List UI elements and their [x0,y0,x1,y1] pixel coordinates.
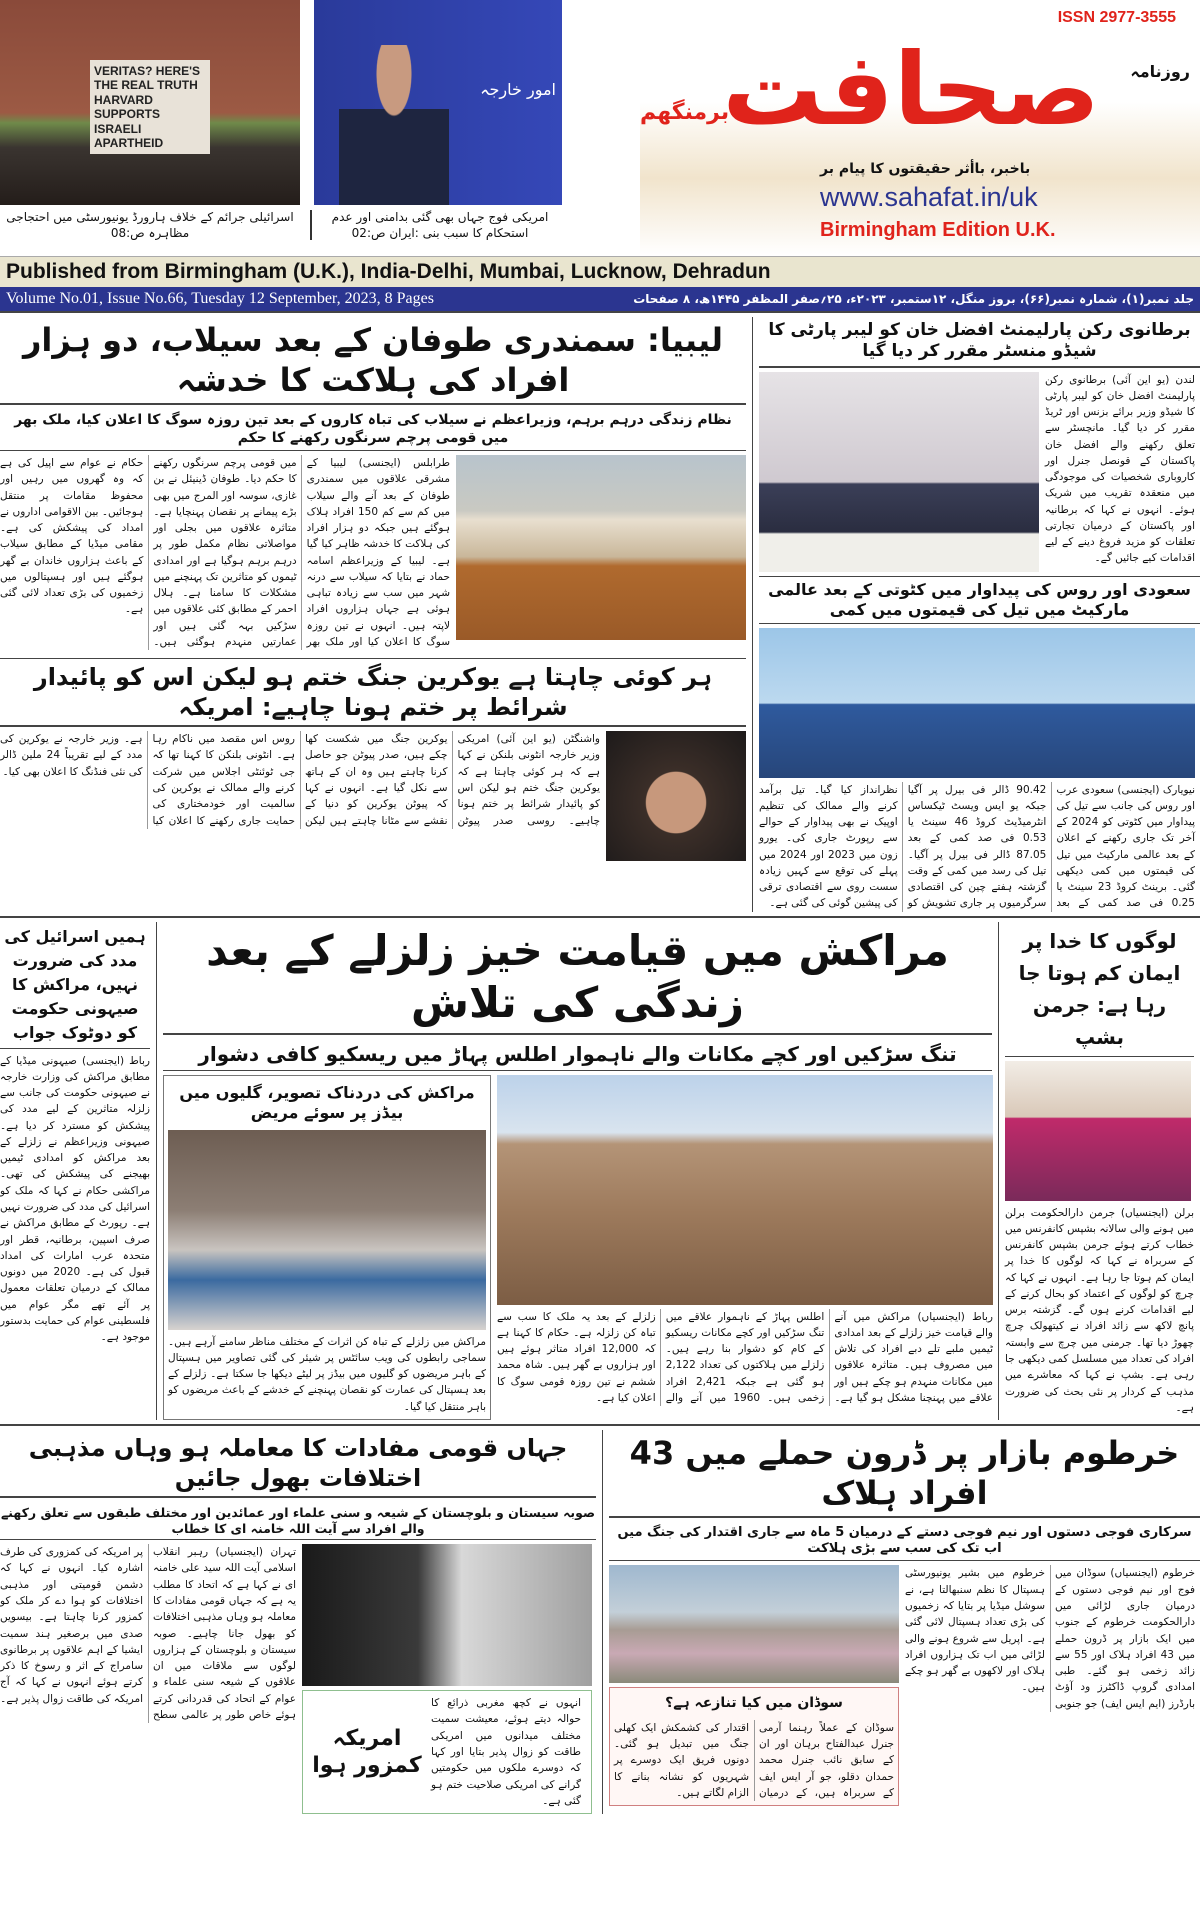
khartoum-city-photo [609,1565,899,1683]
morocco-headline: مراکش میں قیامت خیز زلزلے کے بعد زندگی کی تلاش [163,922,992,1035]
morocco-section [0,916,1200,1424]
khartoum-story [609,1565,1200,1806]
bottom-section [0,1424,1200,1818]
afzal-khan-headline: برطانوی رکن پارلیمنٹ افضل خان کو لیبر پارٹی کا شیڈو منسٹر مقرر کر دیا گیا [759,317,1200,368]
libya-subhead: نظام زندگی درہم برہم، وزیراعظم نے سیلاب کی تباہ کاروں کے بعد تین روزہ سوگ کا اعلان کیا، ملک بھر میں قومی پرچم سرنگوں رکھنے کا حکم [0,409,746,451]
published-bar [0,256,1200,287]
hospital-beds-photo [168,1130,486,1330]
morocco-subhead: تنگ سڑکیں اور کچے مکانات والے ناہموار اطلس پہاڑ میں ریسکیو کافی دشوار [163,1039,992,1071]
ukraine-headline: ہر کوئی چاہتا ہے یوکرین جنگ ختم ہو لیکن اس کو پائیدار شرائط پر ختم ہونا چاہیے: امریکہ [0,658,746,727]
iran-spokesman-photo [314,0,562,205]
bishop-column [998,922,1194,1420]
khamenei-body: تہران (ایجنسیاں) رہبر انقلاب اسلامی آیت اللہ سید علی خامنہ ای نے کہا ہے کہ اتحاد کا مطلب یہ ہے کہ جہاں قومی مفادات کا معاملہ ہو وہاں مذہبی اختلافات کو بھول جانا چاہیے۔ صوبہ سیستان و بلوچستان کے ہزاروں لوگوں سے ملاقات میں ان علاقوں کے شیعہ سنی علماء و عوام کے اتحاد کی قدردانی کرتے ہوئے خاص طور پر عالمی سطح پر امریکہ کی کمزوری کی طرف اشارہ کیا۔ انہوں نے کہا کہ دشمن قومیتی اور مذہبی اختلافات کو ہوا دے کر ملک کو کمزور کرنا چاہتا ہے۔ بیسویں صدی میں برصغیر ہند سمیت ایشیا کے اہم علاقوں پر برطانوی سامراج کے اثر و رسوخ کا ذکر کرتے ہوئے انہوں نے کہا کہ آج امریکہ کی طاقت زوال پذیر ہے۔ [0,1546,296,1721]
photo-caption-iran: امریکی فوج جہاں بھی گئی بدامنی اور عدم استحکام کا سبب بنی :ایران ص:02 [331,210,549,240]
photo-caption-harvard: اسرائیلی جرائم کے خلاف ہارورڈ یونیورسٹی میں احتجاجی مظاہرہ ص:08 [6,210,294,240]
morocco-hospital-box [163,1075,491,1420]
newspaper-logo: صحافت [722,31,1100,148]
volume-english: Volume No.01, Issue No.66, Tuesday 12 September, 2023, 8 Pages [6,290,434,307]
morocco-column [156,922,992,1420]
khamenei-story [0,1544,596,1814]
published-text: Published from Birmingham (U.K.), India-Delhi, Mumbai, Lucknow, Dehradun [6,260,771,283]
america-weak-body: انہوں نے کچھ مغربی ذرائع کا حوالہ دیتے ہوئے، معیشت سمیت مختلف میدانوں میں امریکی طاقت کو زوال پذیر بتایا اور کہا کہ دوسرے ملکوں میں حکومتیں گرانے کی امریکی صلاحیت ختم ہو گئی ہے۔ [431,1697,581,1807]
khamenei-media [302,1544,592,1814]
libya-body: طرابلس (ایجنسی) لیبیا کے مشرقی علاقوں میں سمندری طوفان کے بعد آنے والے سیلاب میں کم سے کم 150 افراد ہلاک ہوگئے ہیں جبکہ دو ہزار افراد کی ہلاکت کا خدشہ ظاہر کیا گیا ہے۔ لیبیا کے وزیراعظم اسامہ حماد نے بتایا کہ سیلاب سے درنہ شہر میں سب سے زیادہ تباہی ہوئی ہے جہاں ہزاروں افراد لاپتہ ہیں۔ انہوں نے تین روزہ سوگ کا اعلان کیا اور ملک بھر میں قومی پرچم سرنگوں رکھنے کا حکم دیا۔ طوفان ڈینیئل نے بن غازی، سوسہ اور المرج میں بھی بڑے پیمانے پر نقصان پہنچایا ہے۔ متاثرہ علاقوں میں بجلی اور مواصلاتی نظام مکمل طور پر درہم برہم ہوگیا ہے اور امدادی ٹیموں کو متاثرین تک پہنچنے میں مشکلات کا سامنا ہے۔ ہلال احمر کے مطابق کئی علاقوں میں سڑکیں بہہ گئی ہیں اور عمارتیں منہدم ہوگئی ہیں۔ حکام نے عوام سے اپیل کی ہے کہ وہ گھروں میں رہیں اور محفوظ مقامات پر منتقل ہوجائیں۔ بین الاقوامی اداروں نے امداد کی پیشکش کی ہے۔ مقامی میڈیا کے مطابق سیلاب کے باعث ہزاروں خاندان بے گھر ہوگئے ہیں اور ہسپتالوں میں زخمیوں کی بڑی تعداد لائی گئی ہے۔ [0,457,450,648]
volume-bar [0,287,1200,311]
ukraine-story [0,731,746,861]
caption-divider [310,210,312,240]
afzal-khan-photo [759,372,1039,572]
israel-side-body: رباط (ایجنسی) صیہونی میڈیا کے مطابق مراکش کی وزارت خارجہ نے صیہونی حکومت کی جانب سے زلزلہ متاثرین کے لیے مدد کی پیشکش کو مسترد کر دیا ہے۔ صیہونی وزیراعظم نے زلزلے کے بعد مراکش کو امدادی ٹیمیں بھیجنے کی پیشکش کی تھی۔ مراکشی حکام نے کہا کہ ملک کو اسرائیل کی مدد کی ضرورت نہیں ہے۔ رپورٹ کے مطابق مراکش نے صرف اسپین، برطانیہ، قطر اور متحدہ عرب امارات کی امداد قبول کی ہے۔ 2020 میں دونوں ممالک کے درمیان تعلقات معمول پر آئے تھے مگر عوام میں فلسطینی عوام کی حمایت بدستور موجود ہے۔ [0,1054,150,1344]
city-label: برمنگھم [640,100,730,125]
oil-headline: سعودی اور روس کی پیداوار میں کٹوتی کے بعد عالمی مارکیٹ میں تیل کی قیمتوں میں کمی [759,576,1200,624]
oil-workers-photo [759,628,1195,778]
afzal-khan-story [759,372,1200,572]
ukraine-body: واشنگٹن (یو این آئی) امریکی وزیر خارجہ انٹونی بلنکن نے کہا ہے کہ ہر کوئی چاہتا ہے کہ یوکرین جنگ ختم ہو لیکن اس کو پائیدار شرائط پر ختم ہونا چاہیے۔ روسی صدر پیوٹن یوکرین جنگ میں شکست کھا چکے ہیں، صدر پیوٹن جو حاصل کرنا چاہتے ہیں وہ ان کے ہاتھ سے نکل گیا ہے۔ انہوں نے کہا کہ پیوٹن یوکرین کو دنیا کے نقشے سے مٹانا چاہتے ہیں لیکن روس اس مقصد میں ناکام رہا ہے۔ انٹونی بلنکن کا کہنا تھا کہ جی ٹوئنٹی اجلاس میں شرکت کرنے والے ممالک نے یوکرین کی سالمیت اور خودمختاری کی حمایت جاری رکھنے کا اعلان کیا ہے۔ وزیر خارجہ نے یوکرین کی مدد کے لیے تقریباً 24 ملین ڈالر کی نئی فنڈنگ کا اعلان بھی کیا۔ [0,733,600,827]
bishop-headline: لوگوں کا خدا پر ایمان کم ہوتا جا رہا ہے: جرمن بشپ [1005,922,1194,1057]
roznama-label: روزنامہ [1130,62,1190,81]
khamenei-subhead: صوبہ سیستان و بلوچستان کے شیعہ و سنی علماء اور عمائدین اور مختلف طبقوں سے تعلق رکھنے والے افراد سے آیت اللہ خامنہ ای کا خطاب [0,1502,596,1540]
khamenei-headline: جہاں قومی مفادات کا معاملہ ہو وہاں مذہبی اختلافات بھول جائیں [0,1430,596,1498]
america-weak-headline: امریکہ کمزور ہوا [312,1725,422,1779]
tagline: باخبر، باأثر حقیقتوں کا پیام بر [820,161,1031,177]
morocco-story [163,1075,992,1420]
khartoum-media [609,1565,899,1806]
khamenei-column [0,1430,596,1814]
sudan-conflict-body: سوڈان کے عملاً رہنما آرمی جنرل عبدالفتاح برہان اور ان کے سابق نائب جنرل محمد حمدان دقلو، جو آر ایس ایف کے سربراہ ہیں، کے درمیان اقتدار کی کشمکش ایک کھلی جنگ میں تبدیل ہو گئی۔ دونوں فریق ایک دوسرے پر شہریوں کو نشانہ بنانے کا الزام لگاتے ہیں۔ [614,1721,894,1800]
israel-side-column [0,922,150,1420]
blinken-photo [606,731,746,861]
america-weak-box [302,1690,592,1814]
masthead [0,0,1200,256]
bishop-photo [1005,1061,1191,1201]
oil-body: نیویارک (ایجنسی) سعودی عرب اور روس کی جانب سے تیل کی پیداوار میں کٹوتی کو 2024 کے آخر تک جاری رکھنے کے اعلان کے بعد عالمی مارکیٹ میں تیل کی قیمتوں میں کمی دیکھی گئی۔ برینٹ کروڈ 23 سینٹ یا 0.25 فی صد کمی کے بعد 90.42 ڈالر فی بیرل پر آگیا جبکہ یو ایس ویسٹ ٹیکساس انٹرمیڈیٹ کروڈ 46 سینٹ یا 0.53 فی صد کمی کے بعد 87.05 ڈالر فی بیرل پر آگیا۔ تیل کی رسد میں کمی کے وقت گزشتہ ہفتے چین کی اقتصادی سرگرمیوں پر جاری تشویش کو نظرانداز کیا گیا۔ تیل برآمد کرنے والے ممالک کی تنظیم اوپیک نے بھی پیداوار کے حوالے سے رپورٹ جاری کی۔ یورو زون میں 2023 اور 2024 میں پہلے کی توقع سے کہیں زیادہ سست روی سے اقتصادی ترقی کی پیشین گوئی کی گئی ہے۔ [759,783,1195,910]
bishop-body: برلن (ایجنسیاں) جرمن دارالحکومت برلن میں ہونے والی سالانہ بشپس کانفرنس میں خطاب کرتے ہوئے جرمن بشپس کانفرنس کے سربراہ نے کہا کہ لوگوں کا خدا پر ایمان کم ہوتا جا رہا ہے۔ انہوں نے کہا کہ چرچ کو لوگوں کے اعتماد کو بحال کرنے کے لیے اقدامات کرنے ہوں گے۔ گزشتہ برس پانچ لاکھ سے زائد افراد نے کیتھولک چرچ چھوڑ دیا تھا۔ جرمنی میں چرچ سے وابستہ افراد کی تعداد میں مسلسل کمی دیکھی جا رہی ہے۔ بشپ نے کہا کہ معاشرے میں مذہب کے کردار پر نئی بحث کی ضرورت ہے۔ [1005,1206,1194,1414]
khartoum-headline: خرطوم بازار پر ڈرون حملے میں 43 افراد ہلاک [609,1430,1200,1518]
board-text: امور خارجہ [480,80,556,99]
sudan-conflict-headline: سوڈان میں کیا تنازعہ ہے؟ [665,1695,843,1712]
morocco-main [497,1075,993,1407]
website-link[interactable]: www.sahafat.in/uk [820,182,1038,212]
volume-urdu: جلد نمبر(۱)، شمارہ نمبر(۶۶)، بروز منگل، ۱۲ستمبر، ۲۰۲۳ء، ۲۵؍صفر المظفر ۱۴۴۵ھ، ۸ صفحات [633,292,1194,306]
edition-label: Birmingham Edition U.K. [820,219,1056,241]
left-column [0,317,746,912]
sudan-conflict-box [609,1687,899,1806]
libya-story [0,455,746,650]
israel-side-headline: ہمیں اسرائیل کی مدد کی ضرورت نہیں، مراکش کا صیہونی حکومت کو دوٹوک جواب [0,922,150,1049]
protest-sign: VERITAS? HERE'S THE REAL TRUTH HARVARD SUPPORTS ISRAELI APARTHEID [90,60,210,154]
earthquake-rubble-photo [497,1075,993,1305]
khamenei-photo [302,1544,592,1686]
right-column [752,317,1200,912]
morocco-hospital-body: مراکش میں زلزلے کے تباہ کن اثرات کے مختلف مناظر سامنے آرہے ہیں۔ سماجی رابطوں کی ویب سائٹس پر شیئر کی گئی تصاویر میں ہسپتال کے باہر مریضوں کو گلیوں میں بیڈز پر لیٹے دیکھا جا سکتا ہے۔ زلزلے کے بعد ہسپتال کی عمارت کو نقصان پہنچنے کے خدشے کے باعث مریضوں کو باہر منتقل کیا گیا۔ [168,1335,486,1413]
morocco-body: رباط (ایجنسیاں) مراکش میں آنے والے قیامت خیز زلزلے کے بعد امدادی ٹیمیں ملبے تلے دبے افراد کی تلاش میں مصروف ہیں۔ متاثرہ علاقوں میں مکانات منہدم ہو چکے ہیں اور علاقے میں پہنچنا مشکل ہو گیا ہے۔ اطلس پہاڑ کے ناہموار علاقے میں تنگ سڑکیں اور کچے مکانات ریسکیو کے کام کو دشوار بنا رہے ہیں۔ زلزلے میں ہلاکتوں کی تعداد 2,122 ہو گئی ہے جبکہ 2,421 افراد زخمی ہیں۔ 1960 میں آنے والے زلزلے کے بعد یہ ملک کا سب سے تباہ کن زلزلہ ہے۔ حکام کا کہنا ہے کہ 12,000 افراد متاثر ہوئے ہیں اور ہزاروں بے گھر ہیں۔ شاہ محمد ششم نے تین روزہ قومی سوگ کا اعلان کیا ہے۔ [497,1310,993,1404]
harvard-protest-photo [0,0,300,205]
libya-flood-photo [456,455,746,640]
khartoum-subhead: سرکاری فوجی دستوں اور نیم فوجی دستے کے درمیان 5 ماہ سے جاری اقتدار کی جنگ میں اب تک کی سب سے بڑی ہلاکت [609,1522,1200,1562]
logo-area [640,0,1200,255]
spokesman-figure [339,45,449,205]
khartoum-body: خرطوم (ایجنسیاں) سوڈان میں فوج اور نیم فوجی دستوں کے درمیان جاری لڑائی میں دارالحکومت خرطوم کے جنوب میں ایک بازار پر ڈرون حملے میں 43 افراد ہلاک اور 55 سے زائد زخمی ہو گئے۔ طبی امدادی گروپ ڈاکٹرز ود آؤٹ بارڈرز (ایم ایس ایف) جو جنوبی خرطوم میں بشیر یونیورسٹی ہسپتال کا نظم سنبھالتا ہے، نے سوشل میڈیا پر بتایا کہ زخمیوں کی بڑی تعداد ہسپتال لائی گئی ہے۔ اپریل سے شروع ہونے والی لڑائی میں اب تک ہزاروں افراد ہلاک اور لاکھوں بے گھر ہو چکے ہیں۔ [905,1567,1195,1710]
afzal-khan-body: لندن (یو این آئی) برطانوی رکن پارلیمنٹ افضل خان کو لیبر پارٹی کا شیڈو وزیر برائے بزنس اور ٹریڈ مقرر کر دیا گیا۔ مانچسٹر سے تعلق رکھنے والے افضل خان پاکستان کے قونصل جنرل اور کاروباری شخصیات کی موجودگی میں منعقدہ تقریب میں شریک ہوئے۔ انہوں نے کہا کہ برطانیہ اور پاکستان کے درمیان تجارتی تعلقات کو مزید فروغ دینے کے لیے اقدامات کیے جائیں گے۔ [1045,373,1195,565]
morocco-hospital-headline: مراکش کی دردناک تصویر، گلیوں میں بیڈز پر سوئے مریض [179,1082,475,1122]
khartoum-column [602,1430,1200,1814]
issn: ISSN 2977-3555 [1057,9,1176,26]
top-section [0,311,1200,916]
libya-headline: لیبیا: سمندری طوفان کے بعد سیلاب، دو ہزار افراد کی ہلاکت کا خدشہ [0,317,746,405]
